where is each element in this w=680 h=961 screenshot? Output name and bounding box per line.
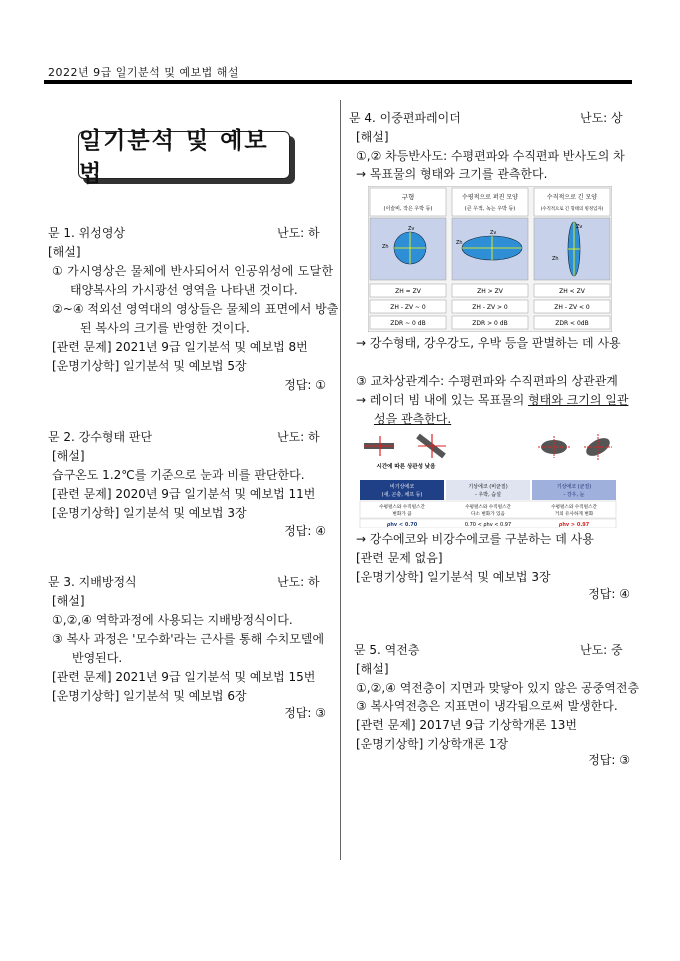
q1-book: [운명기상학] 일기분석 및 예보법 5장 (52, 359, 247, 373)
q4-line-1: ①,② 차등반사도: 수평편파와 수직편파 반사도의 차 (356, 149, 625, 163)
fig1-r1c2: ZH > ZV (477, 288, 503, 295)
fig1-col2-title: 수평적으로 퍼진 모양 (462, 194, 518, 201)
fig1-r2c3: ZH - ZV < 0 (554, 304, 590, 311)
fig1-r2c1: ZH - ZV ~ 0 (390, 304, 426, 311)
fig2-d3: 수평펄스와 수직펄스간 (551, 505, 597, 510)
q2-difficulty: 난도: 하 (277, 430, 320, 444)
fig1-col3-title: 수직적으로 긴 모양 (546, 194, 598, 201)
fig2-h2-sub: - 우박, 습설 (475, 492, 501, 498)
q5-related: [관련 문제] 2017년 9급 기상학개론 13번 (356, 718, 577, 732)
q1-heading: 문 1. 위성영상 (48, 226, 126, 240)
q5-line-1: ①,②,④ 역전층이 지면과 맞닿아 있지 않은 공중역전층 (356, 681, 640, 695)
q1-answer: 정답: ① (284, 378, 326, 392)
fig2-caption: 시간에 따른 상관성 낮음 (376, 464, 436, 470)
fig1-r1c1: ZH = ZV (395, 288, 421, 295)
fig1-r3c2: ZDR > 0 dB (472, 320, 508, 327)
fig2-h2: 기상에코 (비균질) (468, 484, 508, 490)
header-rule (44, 80, 632, 84)
q4-line-4: ③ 교차상관계수: 수평편파와 수직편파의 상관관계 (356, 374, 618, 388)
fig2-d1: 수평펄스와 수직펄스간 (379, 505, 425, 510)
fig2-h3: 기상에코 (균질) (556, 484, 592, 490)
q4-difficulty: 난도: 상 (580, 111, 623, 125)
fig2-v2: 0.70 < ρhv < 0.97 (464, 522, 512, 528)
svg-text:Zh: Zh (552, 256, 559, 262)
svg-text:Zh: Zh (382, 244, 389, 250)
q3-heading: 문 3. 지배방정식 (48, 575, 137, 589)
q3-related: [관련 문제] 2021년 9급 일기분석 및 예보법 15번 (52, 670, 316, 684)
q3-line-2: ③ 복사 과정은 '모수화'라는 근사를 통해 수치모델에 (52, 632, 325, 646)
fig1-col2-sub: (큰 우적, 녹는 우박 등) (464, 206, 516, 212)
q5-heading: 문 5. 역전층 (354, 643, 420, 657)
page-title: 일기분석 및 예보법 (78, 131, 290, 179)
running-header: 2022년 9급 일기분석 및 예보법 해설 (48, 66, 239, 79)
q2-answer: 정답: ④ (284, 524, 326, 538)
q3-explanation-label: [해설] (52, 594, 85, 608)
zdr-shape-figure (368, 186, 612, 332)
q3-answer: 정답: ③ (284, 706, 326, 720)
q3-difficulty: 난도: 하 (277, 575, 320, 589)
q1-line-1: ① 가시영상은 물체에 반사되어서 인공위성에 도달한 (52, 264, 334, 278)
fig1-r2c2: ZH - ZV > 0 (472, 304, 508, 311)
q3-line-1: ①,②,④ 역학과정에 사용되는 지배방정식이다. (52, 613, 293, 627)
fig2-d1-sub: 변화가 큼 (392, 512, 412, 517)
q5-book: [운명기상학] 기상학개론 1장 (356, 737, 509, 751)
q5-difficulty: 난도: 중 (580, 643, 623, 657)
fig1-col3-sub: (수직적으로 긴 형태의 빙정입자) (540, 207, 604, 212)
q2-line-1: 습구온도 1.2℃를 기준으로 눈과 비를 판단한다. (52, 468, 305, 482)
rhohv-svg (358, 430, 618, 528)
q2-heading: 문 2. 강수형태 판단 (48, 430, 153, 444)
q1-line-4: 된 복사의 크기를 반영한 것이다. (80, 321, 250, 335)
fig1-r1c3: ZH < ZV (559, 288, 585, 295)
fig2-v1: ρhv < 0.70 (386, 522, 418, 528)
q3-line-3: 반영된다. (72, 651, 123, 665)
q4-answer: 정답: ④ (588, 587, 630, 601)
fig2-d2-sub: 다소 변화가 있음 (471, 512, 505, 517)
fig2-h1: 비기상에코 (389, 484, 415, 490)
q4-explanation-label: [해설] (356, 130, 389, 144)
fig2-h3-sub: - 강우, 눈 (563, 492, 585, 498)
q5-line-2: ③ 복사역전층은 지표면이 냉각됨으로써 발생한다. (356, 699, 618, 713)
q2-book: [운명기상학] 일기분석 및 예보법 3장 (52, 506, 247, 520)
q1-explanation-label: [해설] (48, 245, 81, 259)
q4-line-7: → 강수에코와 비강수에코를 구분하는 데 사용 (356, 532, 594, 546)
svg-text:Zh: Zh (456, 240, 463, 246)
q5-explanation-label: [해설] (356, 662, 389, 676)
zdr-shape-svg (368, 186, 612, 332)
fig2-d2: 수평펄스와 수직펄스간 (465, 505, 511, 510)
q2-related: [관련 문제] 2020년 9급 일기분석 및 예보법 11번 (52, 487, 316, 501)
fig1-col1-title: 구형 (401, 193, 415, 201)
svg-text:Zv: Zv (490, 230, 497, 236)
q3-book: [운명기상학] 일기분석 및 예보법 6장 (52, 689, 247, 703)
fig1-r3c1: ZDR ~ 0 dB (390, 320, 426, 327)
q1-line-2: 태양복사의 가시광선 영역을 나타낸 것이다. (70, 283, 298, 297)
q4-line-3: → 강수형태, 강우강도, 우박 등을 판별하는 데 사용 (356, 336, 621, 350)
q2-explanation-label: [해설] (52, 449, 85, 463)
q4-line-6: 성을 관측한다. (374, 412, 452, 426)
q4-line-5-start: → 레이더 빔 내에 있는 목표물의 (356, 393, 529, 407)
rhohv-figure (358, 430, 618, 528)
svg-text:Zv: Zv (576, 224, 583, 230)
q1-line-3: ②~④ 적외선 영역대의 영상들은 물체의 표면에서 방출 (52, 302, 339, 316)
q4-heading: 문 4. 이중편파레이더 (349, 111, 461, 125)
q4-book: [운명기상학] 일기분석 및 예보법 3장 (356, 570, 551, 584)
q5-answer: 정답: ③ (588, 753, 630, 767)
q1-related: [관련 문제] 2021년 9급 일기분석 및 예보법 8번 (52, 340, 308, 354)
q4-line-5-underlined: 형태와 크기의 일관 (528, 393, 629, 407)
svg-text:Zv: Zv (408, 226, 415, 232)
fig1-r3c3: ZDR < 0dB (555, 320, 589, 327)
fig2-d3-sub: 거의 유사하게 변화 (554, 512, 594, 517)
fig2-h1-sub: (새, 곤충, 채프 등) (381, 492, 423, 498)
q4-line-2: → 목표물의 형태와 크기를 관측한다. (356, 167, 548, 181)
q1-difficulty: 난도: 하 (277, 226, 320, 240)
fig2-v3: ρhv > 0.97 (558, 522, 590, 528)
q4-related: [관련 문제 없음] (356, 551, 443, 565)
q4-line-5 (356, 391, 628, 409)
fig1-col1-sub: (이슬비, 작은 우박 등) (383, 206, 433, 212)
column-divider (340, 100, 341, 860)
